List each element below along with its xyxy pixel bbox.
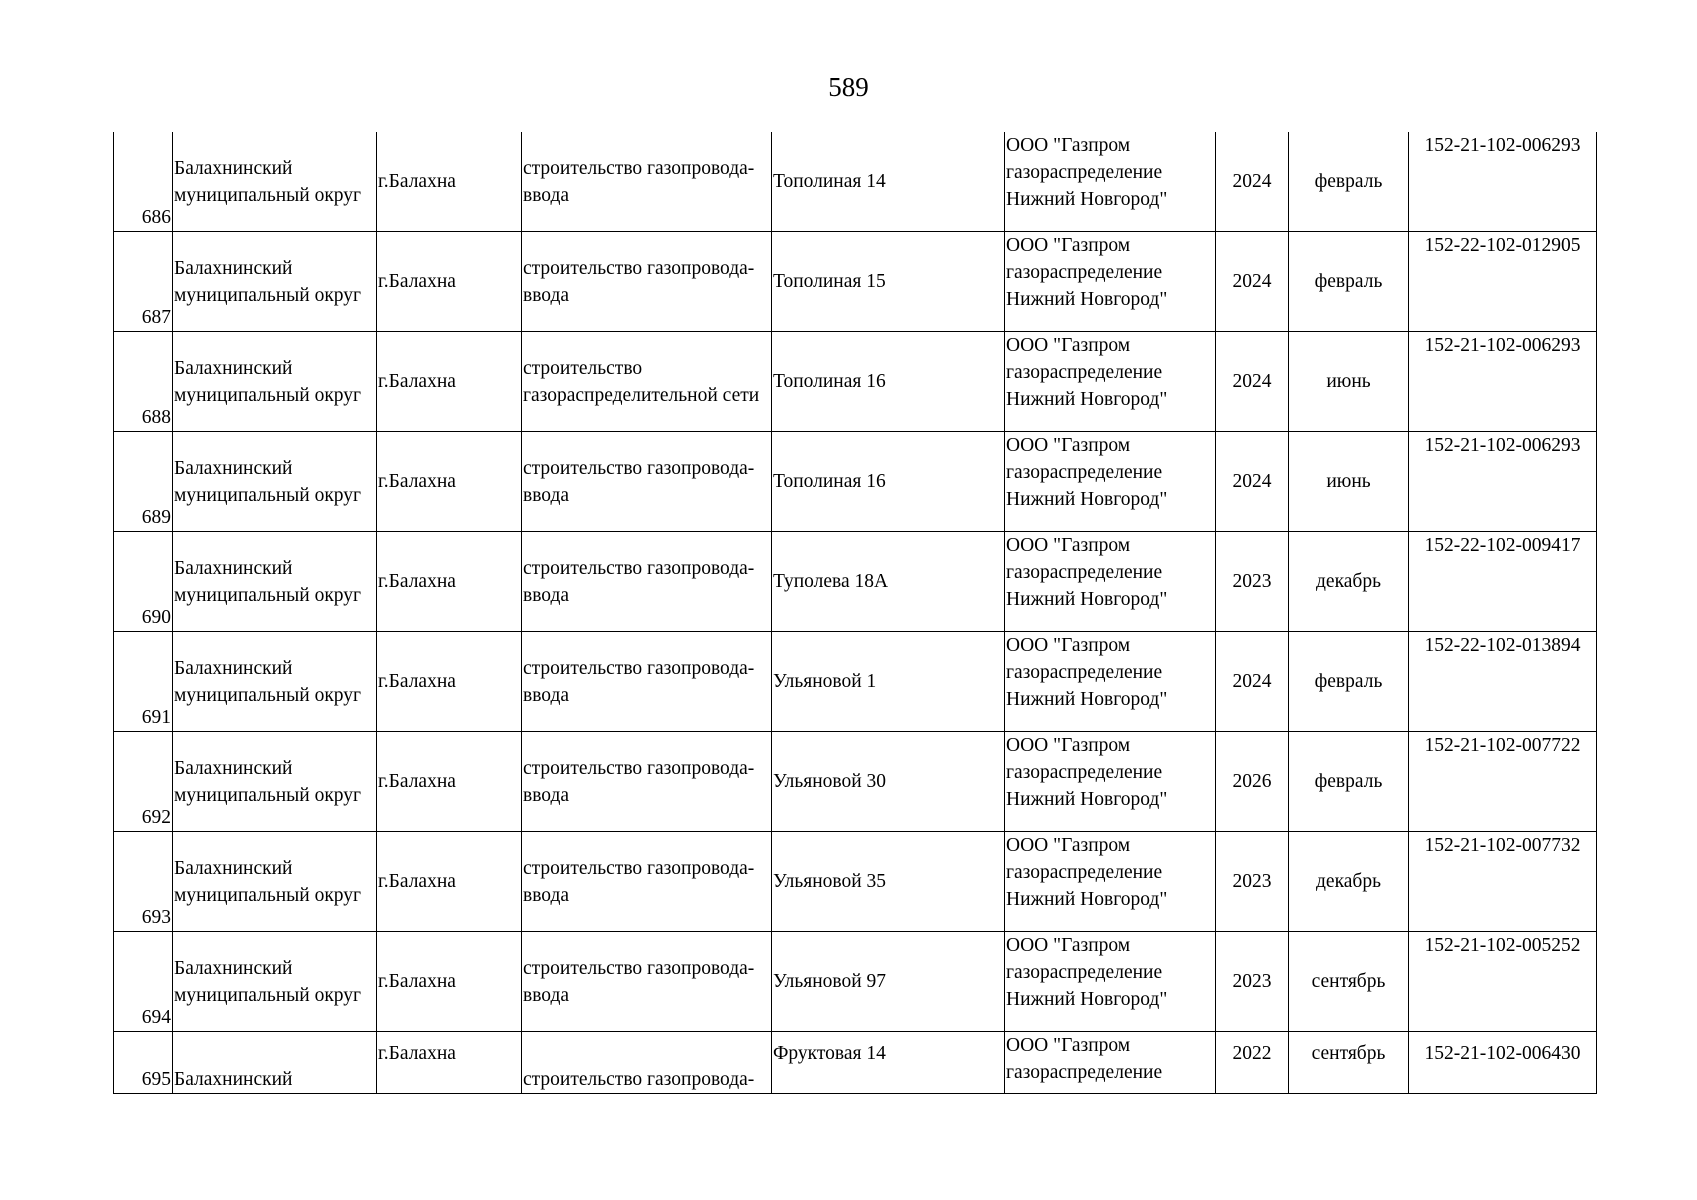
work-type-cell <box>522 332 772 432</box>
organization-line: ООО "Газпром <box>1006 635 1131 656</box>
code-cell: 152-21-102-006293 <box>1409 332 1597 432</box>
city-cell: г.Балахна <box>377 932 522 1032</box>
street-cell: Ульяновой 35 <box>772 832 1005 932</box>
row-number: 692 <box>114 732 173 832</box>
year-cell: 2023 <box>1216 532 1289 632</box>
organization-line: ООО "Газпром <box>1006 1035 1131 1056</box>
organization-line: Нижний Новгород" <box>1006 189 1168 210</box>
table-row <box>114 732 1597 832</box>
city-cell: г.Балахна <box>377 132 522 232</box>
district-cell <box>173 932 377 1032</box>
row-number: 687 <box>114 232 173 332</box>
street-cell: Фруктовая 14 <box>772 1032 1005 1094</box>
district-line: Балахнинский <box>174 557 293 579</box>
code-cell: 152-21-102-007732 <box>1409 832 1597 932</box>
street-cell: Тополиная 14 <box>772 132 1005 232</box>
organization-cell <box>1005 532 1216 632</box>
row-number: 686 <box>114 132 173 232</box>
organization-line: Нижний Новгород" <box>1006 689 1168 710</box>
organization-line: ООО "Газпром <box>1006 535 1131 556</box>
city-cell: г.Балахна <box>377 832 522 932</box>
district-line: Балахнинский <box>174 957 293 979</box>
table-row <box>114 332 1597 432</box>
city-cell: г.Балахна <box>377 232 522 332</box>
code-cell: 152-22-102-013894 <box>1409 632 1597 732</box>
table-row <box>114 832 1597 932</box>
year-cell: 2024 <box>1216 132 1289 232</box>
district-cell <box>173 132 377 232</box>
organization-line: Нижний Новгород" <box>1006 489 1168 510</box>
organization-line: ООО "Газпром <box>1006 235 1131 256</box>
city-cell: г.Балахна <box>377 732 522 832</box>
month-cell: июнь <box>1289 332 1409 432</box>
table-row <box>114 632 1597 732</box>
organization-line: Нижний Новгород" <box>1006 589 1168 610</box>
year-cell: 2023 <box>1216 832 1289 932</box>
code-cell: 152-21-102-006293 <box>1409 432 1597 532</box>
code-cell: 152-22-102-009417 <box>1409 532 1597 632</box>
district-line: муниципальный округ <box>174 184 362 206</box>
page-number: 589 <box>828 72 869 102</box>
month-cell: февраль <box>1289 632 1409 732</box>
district-line: Балахнинский <box>174 457 293 479</box>
table-row <box>114 232 1597 332</box>
year-cell: 2024 <box>1216 232 1289 332</box>
organization-line: Нижний Новгород" <box>1006 989 1168 1010</box>
row-number: 691 <box>114 632 173 732</box>
street-cell: Тополиная 16 <box>772 332 1005 432</box>
work-type-cell <box>522 532 772 632</box>
year-cell: 2023 <box>1216 932 1289 1032</box>
table-row <box>114 932 1597 1032</box>
district-line: муниципальный округ <box>174 384 362 406</box>
district-cell <box>173 1032 377 1094</box>
organization-cell <box>1005 932 1216 1032</box>
district-line: Балахнинский <box>174 657 293 679</box>
work-type-line: ввода <box>523 584 570 606</box>
district-line: Балахнинский <box>174 857 293 879</box>
organization-line: ООО "Газпром <box>1006 135 1131 156</box>
work-type-line: ввода <box>523 184 570 206</box>
district-line: Балахнинский <box>174 157 293 179</box>
year-cell: 2022 <box>1216 1032 1289 1094</box>
code-cell: 152-21-102-006293 <box>1409 132 1597 232</box>
work-type-cell <box>522 1032 772 1094</box>
code-cell: 152-22-102-012905 <box>1409 232 1597 332</box>
street-cell: Ульяновой 1 <box>772 632 1005 732</box>
district-cell <box>173 232 377 332</box>
work-type-cell <box>522 632 772 732</box>
work-type-line: ввода <box>523 484 570 506</box>
work-type-line: строительство газопровода- <box>523 757 755 779</box>
district-cell <box>173 532 377 632</box>
organization-line: Нижний Новгород" <box>1006 389 1168 410</box>
district-line: муниципальный округ <box>174 684 362 706</box>
work-type-cell <box>522 732 772 832</box>
organization-cell <box>1005 132 1216 232</box>
work-type-line: строительство газопровода- <box>523 957 755 979</box>
year-cell: 2024 <box>1216 632 1289 732</box>
district-line: муниципальный округ <box>174 884 362 906</box>
district-cell <box>173 832 377 932</box>
row-number: 694 <box>114 932 173 1032</box>
district-line: Балахнинский <box>174 257 293 279</box>
organization-cell <box>1005 1032 1216 1094</box>
organization-line: газораспределение <box>1006 962 1163 983</box>
month-cell: февраль <box>1289 132 1409 232</box>
organization-cell <box>1005 832 1216 932</box>
organization-line: ООО "Газпром <box>1006 335 1131 356</box>
organization-cell <box>1005 632 1216 732</box>
organization-line: газораспределение <box>1006 762 1163 783</box>
work-type-line: строительство газопровода- <box>523 157 755 179</box>
work-type-line: строительство газопровода- <box>523 1069 755 1090</box>
organization-line: Нижний Новгород" <box>1006 289 1168 310</box>
district-line: муниципальный округ <box>174 584 362 606</box>
city-cell: г.Балахна <box>377 532 522 632</box>
row-number: 689 <box>114 432 173 532</box>
work-type-cell <box>522 832 772 932</box>
city-cell: г.Балахна <box>377 432 522 532</box>
year-cell: 2026 <box>1216 732 1289 832</box>
work-type-line: ввода <box>523 684 570 706</box>
code-cell: 152-21-102-007722 <box>1409 732 1597 832</box>
district-cell <box>173 332 377 432</box>
month-cell: февраль <box>1289 732 1409 832</box>
year-cell: 2024 <box>1216 332 1289 432</box>
work-type-line: ввода <box>523 984 570 1006</box>
district-line: Балахнинский <box>174 357 293 379</box>
year-cell: 2024 <box>1216 432 1289 532</box>
row-number: 690 <box>114 532 173 632</box>
organization-line: газораспределение <box>1006 362 1163 383</box>
organization-line: Нижний Новгород" <box>1006 789 1168 810</box>
organization-cell <box>1005 432 1216 532</box>
organization-line: ООО "Газпром <box>1006 935 1131 956</box>
work-type-line: строительство газопровода- <box>523 657 755 679</box>
organization-cell <box>1005 332 1216 432</box>
code-cell: 152-21-102-005252 <box>1409 932 1597 1032</box>
work-type-cell <box>522 932 772 1032</box>
work-type-cell <box>522 232 772 332</box>
organization-line: ООО "Газпром <box>1006 735 1131 756</box>
district-line: муниципальный округ <box>174 284 362 306</box>
organization-line: газораспределение <box>1006 462 1163 483</box>
work-type-cell <box>522 432 772 532</box>
work-type-line: строительство газопровода- <box>523 857 755 879</box>
work-type-line: ввода <box>523 884 570 906</box>
city-cell: г.Балахна <box>377 632 522 732</box>
table-row <box>114 532 1597 632</box>
work-type-line: строительство газопровода- <box>523 257 755 279</box>
city-cell: г.Балахна <box>377 1032 522 1094</box>
table-row <box>114 1032 1597 1094</box>
work-type-line: строительство <box>523 357 643 379</box>
organization-line: газораспределение <box>1006 262 1163 283</box>
organization-cell <box>1005 732 1216 832</box>
month-cell: сентябрь <box>1289 1032 1409 1094</box>
organization-line: газораспределение <box>1006 662 1163 683</box>
organization-line: газораспределение <box>1006 1062 1163 1083</box>
district-cell <box>173 632 377 732</box>
month-cell: сентябрь <box>1289 932 1409 1032</box>
gas-works-table <box>113 132 1597 1094</box>
work-type-line: строительство газопровода- <box>523 457 755 479</box>
district-cell <box>173 732 377 832</box>
street-cell: Тополиная 15 <box>772 232 1005 332</box>
city-cell: г.Балахна <box>377 332 522 432</box>
work-type-line: ввода <box>523 784 570 806</box>
organization-cell <box>1005 232 1216 332</box>
organization-line: газораспределение <box>1006 862 1163 883</box>
row-number: 688 <box>114 332 173 432</box>
street-cell: Ульяновой 97 <box>772 932 1005 1032</box>
street-cell: Туполева 18А <box>772 532 1005 632</box>
table-row <box>114 132 1597 232</box>
organization-line: газораспределение <box>1006 562 1163 583</box>
work-type-line: газораспределительной сети <box>523 384 760 406</box>
district-line: муниципальный округ <box>174 484 362 506</box>
month-cell: февраль <box>1289 232 1409 332</box>
organization-line: газораспределение <box>1006 162 1163 183</box>
month-cell: июнь <box>1289 432 1409 532</box>
district-cell <box>173 432 377 532</box>
street-cell: Тополиная 16 <box>772 432 1005 532</box>
organization-line: ООО "Газпром <box>1006 435 1131 456</box>
district-line: Балахнинский <box>174 757 293 779</box>
row-number: 693 <box>114 832 173 932</box>
district-line: Балахнинский <box>174 1069 293 1090</box>
row-number: 695 <box>114 1032 173 1094</box>
work-type-line: ввода <box>523 284 570 306</box>
month-cell: декабрь <box>1289 532 1409 632</box>
organization-line: Нижний Новгород" <box>1006 889 1168 910</box>
work-type-line: строительство газопровода- <box>523 557 755 579</box>
organization-line: ООО "Газпром <box>1006 835 1131 856</box>
work-type-cell <box>522 132 772 232</box>
table-row <box>114 432 1597 532</box>
month-cell: декабрь <box>1289 832 1409 932</box>
code-cell: 152-21-102-006430 <box>1409 1032 1597 1094</box>
district-line: муниципальный округ <box>174 784 362 806</box>
district-line: муниципальный округ <box>174 984 362 1006</box>
street-cell: Ульяновой 30 <box>772 732 1005 832</box>
